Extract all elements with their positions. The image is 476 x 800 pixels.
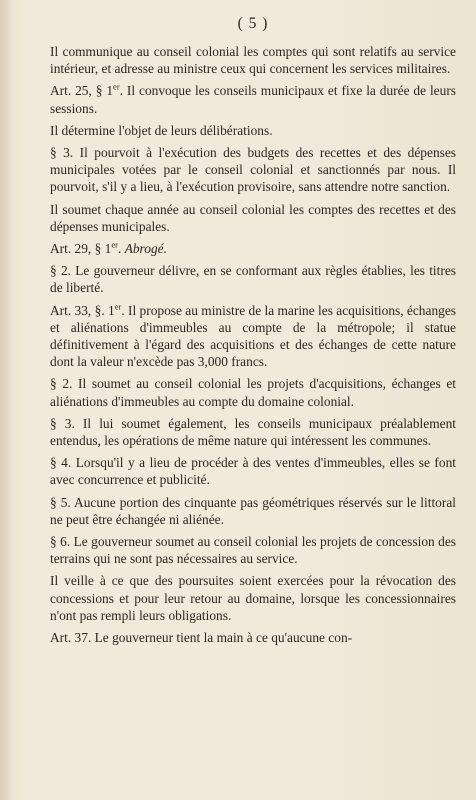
article-lead: Art. 29, § 1 bbox=[50, 241, 112, 257]
paragraph bbox=[50, 144, 456, 196]
paragraph bbox=[50, 122, 456, 139]
article-lead: Art. 37 bbox=[50, 630, 88, 646]
paragraph-text: Il communique au conseil colonial les comptes qui sont relatifs au service intérieur, et adresse au ministre ceux qui concernent les services militaires. bbox=[50, 44, 456, 77]
paragraph-text: § 3. Il lui soumet également, les conseils municipaux préalablement entendus, les opérations de même nature qui intéressent les communes. bbox=[50, 415, 456, 449]
paragraph-text: . Le gouverneur tient la main à ce qu'aucune con- bbox=[87, 630, 353, 646]
paragraph bbox=[50, 629, 456, 646]
article-sup: er bbox=[113, 81, 120, 92]
paragraph bbox=[50, 201, 456, 235]
paragraph bbox=[50, 533, 456, 567]
binding-shadow bbox=[0, 0, 14, 800]
paragraph bbox=[50, 415, 456, 449]
paragraph-text: § 3. Il pourvoit à l'exécution des budgets des recettes et des dépenses municipales votées par le conseil colonial et sanctionnés par nous. Il pourvoit, s'il y a lieu, à l'exécution provisoire, sans attendre notre sanction. bbox=[50, 145, 456, 195]
page-number: ( 5 ) bbox=[237, 15, 269, 32]
paragraph-text: § 2. Il soumet au conseil colonial les projets d'acquisitions, échanges et aliénations d'immeubles au compte du domaine colonial. bbox=[50, 376, 456, 409]
paragraph-text: Il détermine l'objet de leurs délibérations. bbox=[50, 122, 273, 138]
paragraph-text: Il veille à ce que des poursuites soient exercées pour la révocation des concessions et pour leur retour au domaine, lorsque les concessionnaires n'ont pas rempli leurs obligations. bbox=[50, 573, 456, 623]
article-sup: er bbox=[111, 239, 118, 250]
paragraph-text: § 6. Le gouverneur soumet au conseil colonial les projets de concession des terrains qui ne sont pas nécessaires au service. bbox=[50, 534, 456, 567]
paragraph-text: . Il propose au ministre de la marine les acquisitions, échanges et aliénations d'immeubles au compte de la métropole; il statue définitivement à l'égard des acquisitions et des échanges de cette nature dont la valeur n'excède pas 3,000 francs. bbox=[50, 302, 456, 370]
abrogated-note: Abrogé. bbox=[124, 241, 167, 257]
paragraph-text: Il soumet chaque année au conseil colonial les comptes des recettes et des dépenses municipales. bbox=[50, 201, 456, 234]
paragraph bbox=[50, 494, 456, 528]
paragraph bbox=[50, 302, 456, 371]
article-lead: Art. 25, § 1 bbox=[50, 83, 114, 99]
article-lead: Art. 33, §. 1 bbox=[50, 302, 115, 318]
paragraph bbox=[50, 43, 456, 77]
paragraph-text: § 4. Lorsqu'il y a lieu de procéder à des ventes d'immeubles, elles se font avec concurrence et publicité. bbox=[50, 455, 456, 488]
paragraph-text: § 2. Le gouverneur délivre, en se conformant aux règles établies, les titres de liberté. bbox=[50, 263, 456, 296]
paragraph bbox=[50, 454, 456, 488]
paragraph bbox=[50, 240, 456, 257]
article-sup: er bbox=[114, 301, 122, 312]
paragraph bbox=[50, 572, 456, 624]
paragraph bbox=[50, 375, 456, 409]
paragraph-text: . Il convoque les conseils municipaux et fixe la durée de leurs sessions. bbox=[50, 83, 456, 116]
paragraph bbox=[50, 82, 456, 116]
paragraph bbox=[50, 262, 456, 296]
paragraph-text: . bbox=[117, 241, 125, 257]
paragraph-text: § 5. Aucune portion des cinquante pas géométriques réservés sur le littoral ne peut être échangée ni aliénée. bbox=[50, 494, 456, 527]
body-text bbox=[50, 43, 456, 646]
